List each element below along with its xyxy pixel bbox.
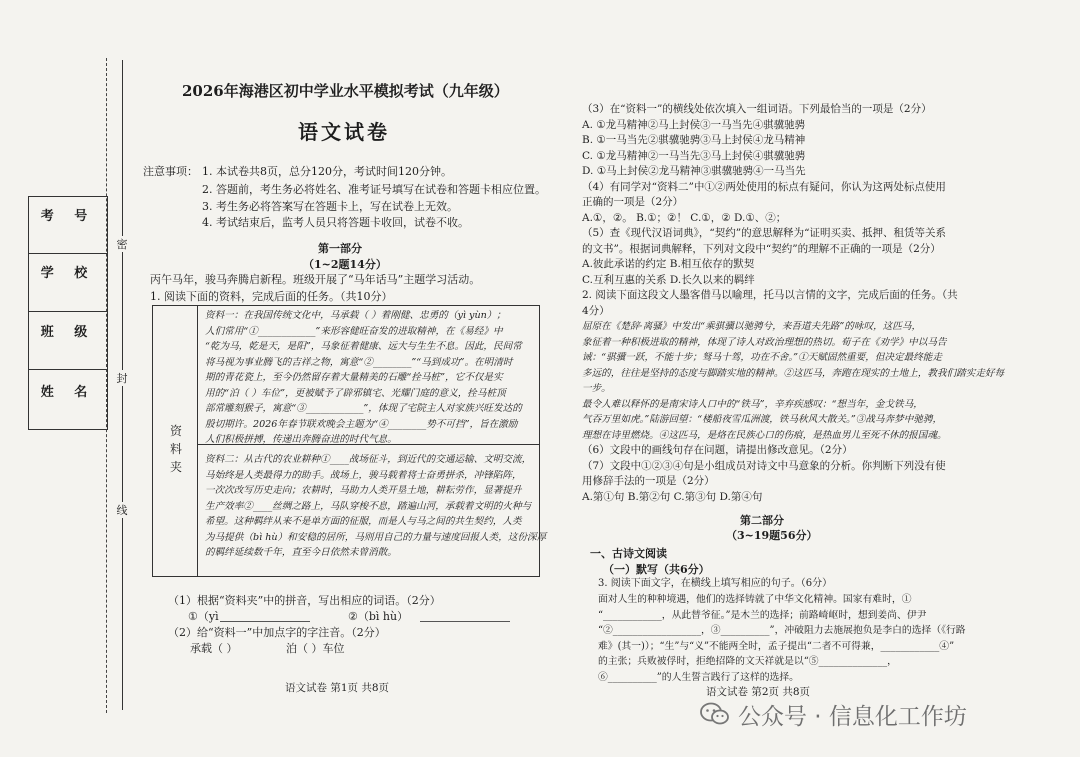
rp-line: （7）文段中①②③④句是小组成员对诗文中马意象的分析。你判断下列没有使 [582,459,946,472]
mat2-line: 的羁绊延续数千年，直至今日依然未曾消散。 [205,547,397,558]
exam-title: 2026年海港区初中学业水平模拟考试（九年级） [182,82,509,100]
mat-label-char: 资 [169,424,182,438]
rp-passage-line: 理想在诗里燃烧。④这匹马，是烙在民族心口的伤痕，是热血男儿至死不休的报国魂。 [582,429,947,441]
mat2-line: 生产效率②____丝绸之路上，马队穿梭不息，踏遍山河，承载着文明的火种与 [205,500,532,512]
rp-line: 正确的一项是（2分） [582,196,684,208]
q1-1: （1）根据“资料夹”中的拼音，写出相应的词语。（2分） [168,594,441,607]
rp-line: A. ①龙马精神②马上封侯③一马当先④骐骥驰骋 [582,118,806,131]
answer-line [420,621,510,622]
notice-3: 3. 考生务必将答案写在答题卡上，写在试卷上无效。 [202,200,458,213]
part1-title: 第一部分 [318,242,362,255]
q3-line: ⑥__________”的人生誓言践行了这样的选择。 [598,671,799,683]
rp-line: 的文书”。根据词典解释，下列对文段中“契约”的理解不正确的一项是（2分） [582,242,941,255]
material-box [152,305,547,577]
exam-number-label: 考 号 [29,197,107,254]
left-page-footer: 语文试卷 第1页 共8页 [285,682,390,694]
notice-4: 4. 考试结束后，监考人员只将答题卡收回，试卷不收。 [202,216,469,229]
rp-line: B. ①一马当先②骐骥驰骋③马上封侯④龙马精神 [582,134,806,146]
rp-passage-line: 诫：“骐骥一跃，不能十步；驽马十驾，功在不舍。”①天赋固然重要，但决定最终能走 [582,352,942,363]
mat-label-char: 料 [169,442,182,456]
rp-line: （6）文段中的画线句存在问题，请提出修改意见。（2分） [582,444,853,456]
seal-mi-label: 密 [116,238,128,251]
mat1-line: 人们常用“①____________”来形容健旺奋发的进取精神，在《易经》中 [205,325,503,337]
q1-2-b: 泊（ ）车位 [286,642,345,655]
section1-title: 一、古诗文阅读 [590,547,667,560]
rp-line: D. ①马上封侯②龙马精神③骐骥驰骋④一马当先 [582,165,806,177]
rp-passage-line: 气吞万里如虎。”陆游回望：“楼船夜雪瓜洲渡，铁马秋风大散关。”③战马奔梦中驰骋， [582,414,943,425]
answer-line [220,621,310,622]
notice-2: 2. 答题前，考生务必将姓名、准考证号填写在试卷和答题卡相应位置。 [202,183,546,196]
rp-line: A.第①句 B.第②句 C.第③句 D.第④句 [582,490,763,503]
rp-line: A.①，②。 B.①；②！ C.①，② D.①、②； [582,211,787,224]
q1-intro: 1. 阅读下面的资料，完成后面的任务。（共10分） [150,290,393,303]
material-divider [197,306,198,576]
material-2-text [205,452,546,561]
exam-subtitle: 语文试卷 [298,120,390,144]
mat2-line: 一次次改写历史走向；农耕时，马助力人类开垦土地，耕耘劳作，显著提升 [205,485,522,496]
rp-line: （4）有同学对“资料二”中①②两处使用的标点有疑问，你认为这两处标点使用 [582,180,946,193]
notice-label: 注意事项： [143,165,198,178]
student-info-box [28,196,108,430]
intro-text: 丙午马年，骏马奔腾启新程。班级开展了“马年话马”主题学习活动。 [150,273,481,286]
part2-subtitle: （3~19题56分） [726,529,818,542]
mat2-line: 为马提供（bì hù）和安稳的居所，马则用自己的力量与速度回报人类，这份深厚 [205,531,547,543]
rp-passage-line: 最令人难以释怀的是南宋诗人口中的“铁马”，辛弃疾感叹：“想当年，金戈铁马， [582,398,923,410]
seal-feng-label: 封 [116,372,128,385]
rp-passage-line: 一步。 [582,383,611,394]
rp-line: 用修辞手法的一项是（2分） [582,475,715,487]
rp-passage-line: 多远的，往往是坚持的态度与脚踏实地的精神。②这匹马，奔跑在现实的土地上，教我们踏实走好每 [582,367,1005,379]
q3-line: “②__________________，③__________”，冲破阻力去施展抱负是李白的选择（《行路 [598,625,966,636]
q1-2-a: 承载（ ） [190,642,238,655]
q3-line: 面对人生的种种境遇，他们的选择铸就了中华文化精神。国家有难时，① [598,594,912,605]
rp-passage-line: 象征着一种积极进取的精神，体现了诗人对政治理想的热切。荀子在《劝学》中以马告 [582,336,947,348]
mat1-line: 殷切期许。2026年春节联欢晚会主题为“④________势不可挡”，旨在激励 [205,418,518,430]
rp-line: （5）查《现代汉语词典》，“契约”的意思解释为“证明买卖、抵押、租赁等关系 [582,227,947,239]
rp-line: 4分） [582,304,610,317]
school-label: 学 校 [29,255,107,312]
mat2-line: 希望。这种羁绊从来不是单方面的征服，而是人与马之间的共生契约，人类 [205,516,522,527]
right-page-text [582,102,1004,505]
q1-1-b: ②（bì hù） [348,610,409,623]
mat2-line: 马始终是人类最得力的助手。战场上，骏马载着将士奋勇拼杀，冲锋陷阵， [205,469,522,481]
part1-subtitle: （1~2题14分） [303,258,387,271]
mat-label-char: 夹 [169,460,182,474]
watermark-text: 公众号 · 信息化工作坊 [738,704,967,730]
material-1-text [205,308,522,448]
q1-2: （2）给“资料一”中加点字的字注音。（2分） [168,626,386,639]
class-label: 班 级 [29,313,107,370]
mat1-line: 将马视为事业腾飞的吉祥之物，寓意“②________”“马到成功”。在明清时 [205,356,513,368]
q3-prompt: 3. 阅读下面文字，在横线上填写相应的句子。（6分） [598,578,833,589]
rp-line: （3）在“资料一”的横线处依次填入一组词语。下列最恰当的一项是（2分） [582,103,932,115]
rp-line: A.彼此承诺的约定 B.相互依存的默契 [582,258,755,270]
notice-1: 1. 本试卷共8页，总分120分，考试时间120分钟。 [202,165,452,178]
section1-subtitle: （一）默写（共6分） [603,563,710,576]
rp-line: C. ①龙马精神②一马当先③马上封侯④骐骥驰骋 [582,149,806,162]
material-label [165,422,187,476]
rp-line: C.互利互惠的关系 D.长久以来的羁绊 [582,273,755,286]
mat1-line: 资料一：在我国传统文化中，马承载（ ）着刚健、忠勇的（yì yùn）； [205,310,506,321]
mat1-line: 用的“泊（ ）车位”，更被赋予了辟邪镇宅、光耀门庭的意义，拴马桩顶 [205,387,506,399]
mat1-line: 部常雕刻猴子，寓意“③____________”，体现了宅院主人对家族兴旺发达的 [205,403,522,414]
right-page-footer: 语文试卷 第2页 共8页 [706,686,811,698]
seal-xian-label: 线 [116,504,128,517]
mat1-line: 人们积极拼搏，传递出奔腾奋进的时代气息。 [205,434,397,445]
q3-passage [598,592,966,685]
mat1-line: 期的青花瓷上，至今仍然留存着大量精美的石雕“拴马桩”，它不仅是实 [205,372,503,383]
q3-line: 的主张；兵败被俘时，拒绝招降的文天祥就是以“⑤______________， [598,656,897,667]
q1-1-a: ①（yì [188,610,219,623]
rp-line: 2. 阅读下面这段文人墨客借马以喻理，托马以言情的文字，完成后面的任务。（共 [582,289,958,301]
rp-passage-line: 屈原在《楚辞·离骚》中发出“乘骐骥以驰骋兮，来吾道夫先路”的咏叹，这匹马， [582,321,922,332]
part2-title: 第二部分 [740,514,784,527]
mat1-line: “乾为马，乾是天，是阳”，马象征着健康、远大与生生不息。因此，民间常 [205,341,522,352]
mat2-line: 资料二：从古代的农业耕种①____战场征斗，到近代的交通运输、文明交流， [205,454,532,465]
q3-line: “____________，从此替爷征。”是木兰的选择；前路崎岖时，想到姜尚、伊尹 [598,609,927,621]
name-label: 姓 名 [40,385,96,400]
wechat-icon [700,702,730,726]
q3-line: 难》(其一)）；“生”与“义”不能两全时，孟子提出“二者不可得兼，____________④” [598,640,955,652]
